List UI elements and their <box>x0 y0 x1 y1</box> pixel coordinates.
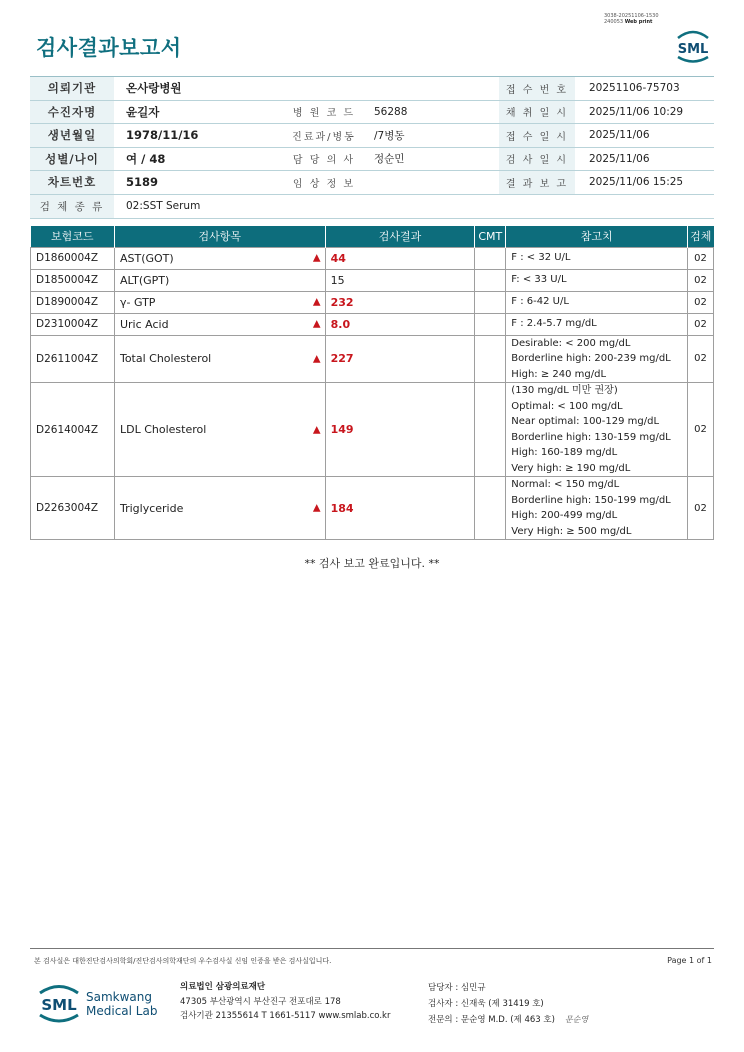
label-requesting-org: 의뢰기관 <box>30 77 114 100</box>
test-item-name: Triglyceride <box>119 501 184 515</box>
label-collection-time: 채 취 일 시 <box>499 101 575 124</box>
insurance-code: D1850004Z <box>31 269 115 291</box>
comment <box>475 247 506 269</box>
results-header-row <box>31 226 714 247</box>
staff-info <box>428 980 588 1028</box>
result-row <box>31 313 714 335</box>
label-specimen-type: 검 체 종 류 <box>30 195 114 218</box>
test-result: 184 <box>325 477 475 540</box>
label-department-ward: 진료과/병동 <box>292 131 356 143</box>
value-requesting-org: 온사랑병원 <box>126 81 182 96</box>
footer-divider <box>30 948 714 949</box>
test-item-name: γ- GTP <box>119 295 156 309</box>
specimen-code: 02 <box>687 383 713 477</box>
specimen-code: 02 <box>687 477 713 540</box>
results-table <box>30 226 714 540</box>
reference-range <box>506 291 688 313</box>
org-address: 47305 부산광역시 부산진구 전포대로 178 <box>180 996 341 1007</box>
comment <box>475 383 506 477</box>
reference-line: (130 mg/dL 미만 권장) <box>511 385 618 396</box>
document-code <box>604 13 659 25</box>
info-row-6 <box>30 195 714 219</box>
label-clinical-info: 임 상 정 보 <box>292 178 356 190</box>
report-title: 검사결과보고서 <box>36 36 182 60</box>
result-row <box>31 335 714 383</box>
value-receipt-number: 20251106-75703 <box>589 82 680 95</box>
comment <box>475 269 506 291</box>
test-result: 15 <box>325 269 475 291</box>
high-flag-icon: ▲ <box>312 296 321 308</box>
label-test-date: 검 사 일 시 <box>499 148 575 171</box>
reference-line: Normal: < 150 mg/dL <box>511 479 620 490</box>
reference-line: Borderline high: 130-159 mg/dL <box>511 431 671 443</box>
org-name: 의료법인 삼광의료재단 <box>180 982 266 992</box>
label-sex-age: 성별/나이 <box>30 148 114 171</box>
value-test-date: 2025/11/06 <box>589 152 650 165</box>
result-row <box>31 477 714 540</box>
test-item-name: Total Cholesterol <box>119 352 212 366</box>
result-row <box>31 269 714 291</box>
label-result-report: 결 과 보 고 <box>499 171 575 194</box>
value-specimen-type: 02:SST Serum <box>126 200 201 212</box>
label-hospital-code: 병 원 코 드 <box>292 108 356 120</box>
web-print-label: Web print <box>624 19 653 25</box>
doc-code-line1: 3038-20251106-1530 <box>604 13 659 19</box>
label-attending-doctor: 담 당 의 사 <box>292 155 356 167</box>
header-insurance-code: 보험코드 <box>31 226 115 247</box>
value-receipt-date: 2025/11/06 <box>589 129 650 142</box>
reference-line: Very High: ≥ 500 mg/dL <box>511 525 632 537</box>
value-patient-name: 윤길자 <box>126 104 160 119</box>
high-flag-icon: ▲ <box>312 424 321 435</box>
reference-line: High: ≥ 240 mg/dL <box>511 368 607 380</box>
reference-line: Borderline high: 200-239 mg/dL <box>511 353 671 364</box>
logo-text: SML <box>677 42 709 57</box>
test-item <box>114 335 325 383</box>
result-row <box>31 291 714 313</box>
samkwang-logo-icon <box>34 981 84 1025</box>
label-receipt-number: 접 수 번 호 <box>499 77 575 100</box>
specialist-signature: 문순영 <box>564 1015 589 1024</box>
high-flag-icon: ▲ <box>312 502 321 514</box>
test-item <box>114 313 325 335</box>
specimen-code: 02 <box>687 291 713 313</box>
reference-line: Very high: ≥ 190 mg/dL <box>511 462 631 474</box>
test-item <box>114 291 325 313</box>
high-flag-icon: ▲ <box>312 318 321 330</box>
comment <box>475 335 506 383</box>
specimen-code: 02 <box>687 313 713 335</box>
info-row-4 <box>30 148 714 172</box>
staff-tester: 검사자 : 신재욱 (제 31419 호) <box>428 999 544 1009</box>
value-department-ward: /7병동 <box>374 129 405 142</box>
test-item <box>114 477 325 540</box>
reference-line: F: < 33 U/L <box>511 274 567 286</box>
test-result: 232 <box>325 291 475 313</box>
patient-info <box>30 76 714 219</box>
test-item <box>114 247 325 269</box>
info-row-5 <box>30 171 714 195</box>
test-item-name: Uric Acid <box>119 317 169 331</box>
info-row-2 <box>30 101 714 125</box>
info-row-1 <box>30 77 714 101</box>
high-flag-icon: ▲ <box>312 252 321 264</box>
info-row-3 <box>30 124 714 148</box>
value-birth-date: 1978/11/16 <box>126 128 199 143</box>
test-item-name: ALT(GPT) <box>119 273 170 287</box>
header-test-item: 검사항목 <box>114 226 325 247</box>
insurance-code: D2611004Z <box>31 335 115 383</box>
specimen-code: 02 <box>687 335 713 383</box>
label-chart-number: 차트번호 <box>30 171 114 194</box>
org-contact: 검사기관 21355614 T 1661-5117 www.smlab.co.kr <box>180 1011 391 1021</box>
report-complete-note: ** 검사 보고 완료입니다. ** <box>304 557 440 570</box>
test-item <box>114 269 325 291</box>
value-attending-doctor: 정순민 <box>374 153 405 166</box>
organization-info <box>180 980 390 1024</box>
reference-line: Desirable: < 200 mg/dL <box>511 337 631 349</box>
doc-code-line2: 240053 Web print <box>604 19 653 25</box>
svg-text:SML: SML <box>41 996 77 1014</box>
header-reference: 참고치 <box>506 226 688 247</box>
reference-line: F : < 32 U/L <box>511 252 571 264</box>
test-item-name: LDL Cholesterol <box>119 423 207 436</box>
value-result-report: 2025/11/06 15:25 <box>589 176 684 189</box>
value-sex-age: 여 / 48 <box>126 151 166 166</box>
value-chart-number: 5189 <box>126 175 159 190</box>
insurance-code: D2614004Z <box>31 383 115 477</box>
result-row <box>31 247 714 269</box>
value-hospital-code: 56288 <box>374 105 408 118</box>
reference-line: F : 2.4-5.7 mg/dL <box>511 318 597 330</box>
sml-logo-icon <box>672 28 714 64</box>
high-flag-icon: ▲ <box>312 353 321 365</box>
header-cmt: CMT <box>475 226 506 247</box>
reference-range <box>506 269 688 291</box>
test-result: 44 <box>325 247 475 269</box>
certification-text: 본 검사실은 대한진단검사의학회/진단검사의학재단의 우수검사실 신임 인증을 받은 검사실입니다. <box>34 957 332 965</box>
reference-line: Optimal: < 100 mg/dL <box>511 400 623 412</box>
comment <box>475 477 506 540</box>
lab-name: Samkwang Medical Lab <box>86 990 158 1018</box>
specimen-code: 02 <box>687 247 713 269</box>
insurance-code: D1860004Z <box>31 247 115 269</box>
test-result: 227 <box>325 335 475 383</box>
value-collection-time: 2025/11/06 10:29 <box>589 105 684 118</box>
label-receipt-date: 접 수 일 시 <box>499 124 575 147</box>
insurance-code: D2310004Z <box>31 313 115 335</box>
test-result: 8.0 <box>325 313 475 335</box>
staff-manager: 담당자 : 심민규 <box>428 983 486 993</box>
specimen-code: 02 <box>687 269 713 291</box>
insurance-code: D2263004Z <box>31 477 115 540</box>
reference-line: High: 160-189 mg/dL <box>511 447 618 458</box>
header-test-result: 검사결과 <box>325 226 475 247</box>
test-result: 149 <box>325 383 475 477</box>
header-specimen: 검체 <box>687 226 713 247</box>
reference-line: High: 200-499 mg/dL <box>511 510 618 521</box>
reference-line: Borderline high: 150-199 mg/dL <box>511 494 671 506</box>
reference-range <box>506 247 688 269</box>
label-birth-date: 생년월일 <box>30 124 114 147</box>
reference-line: Near optimal: 100-129 mg/dL <box>511 416 660 427</box>
reference-range <box>506 313 688 335</box>
reference-range <box>506 477 688 540</box>
comment <box>475 291 506 313</box>
test-item-name: AST(GOT) <box>119 251 174 265</box>
reference-range <box>506 335 688 383</box>
page-number: Page 1 of 1 <box>667 956 712 965</box>
test-item <box>114 383 325 477</box>
staff-specialist: 전문의 : 문순영 M.D. (제 463 호) 문순영 <box>428 1015 589 1025</box>
label-patient-name: 수진자명 <box>30 101 114 124</box>
insurance-code: D1890004Z <box>31 291 115 313</box>
comment <box>475 313 506 335</box>
result-row <box>31 383 714 477</box>
reference-range <box>506 383 688 477</box>
reference-line: F : 6-42 U/L <box>511 296 569 308</box>
